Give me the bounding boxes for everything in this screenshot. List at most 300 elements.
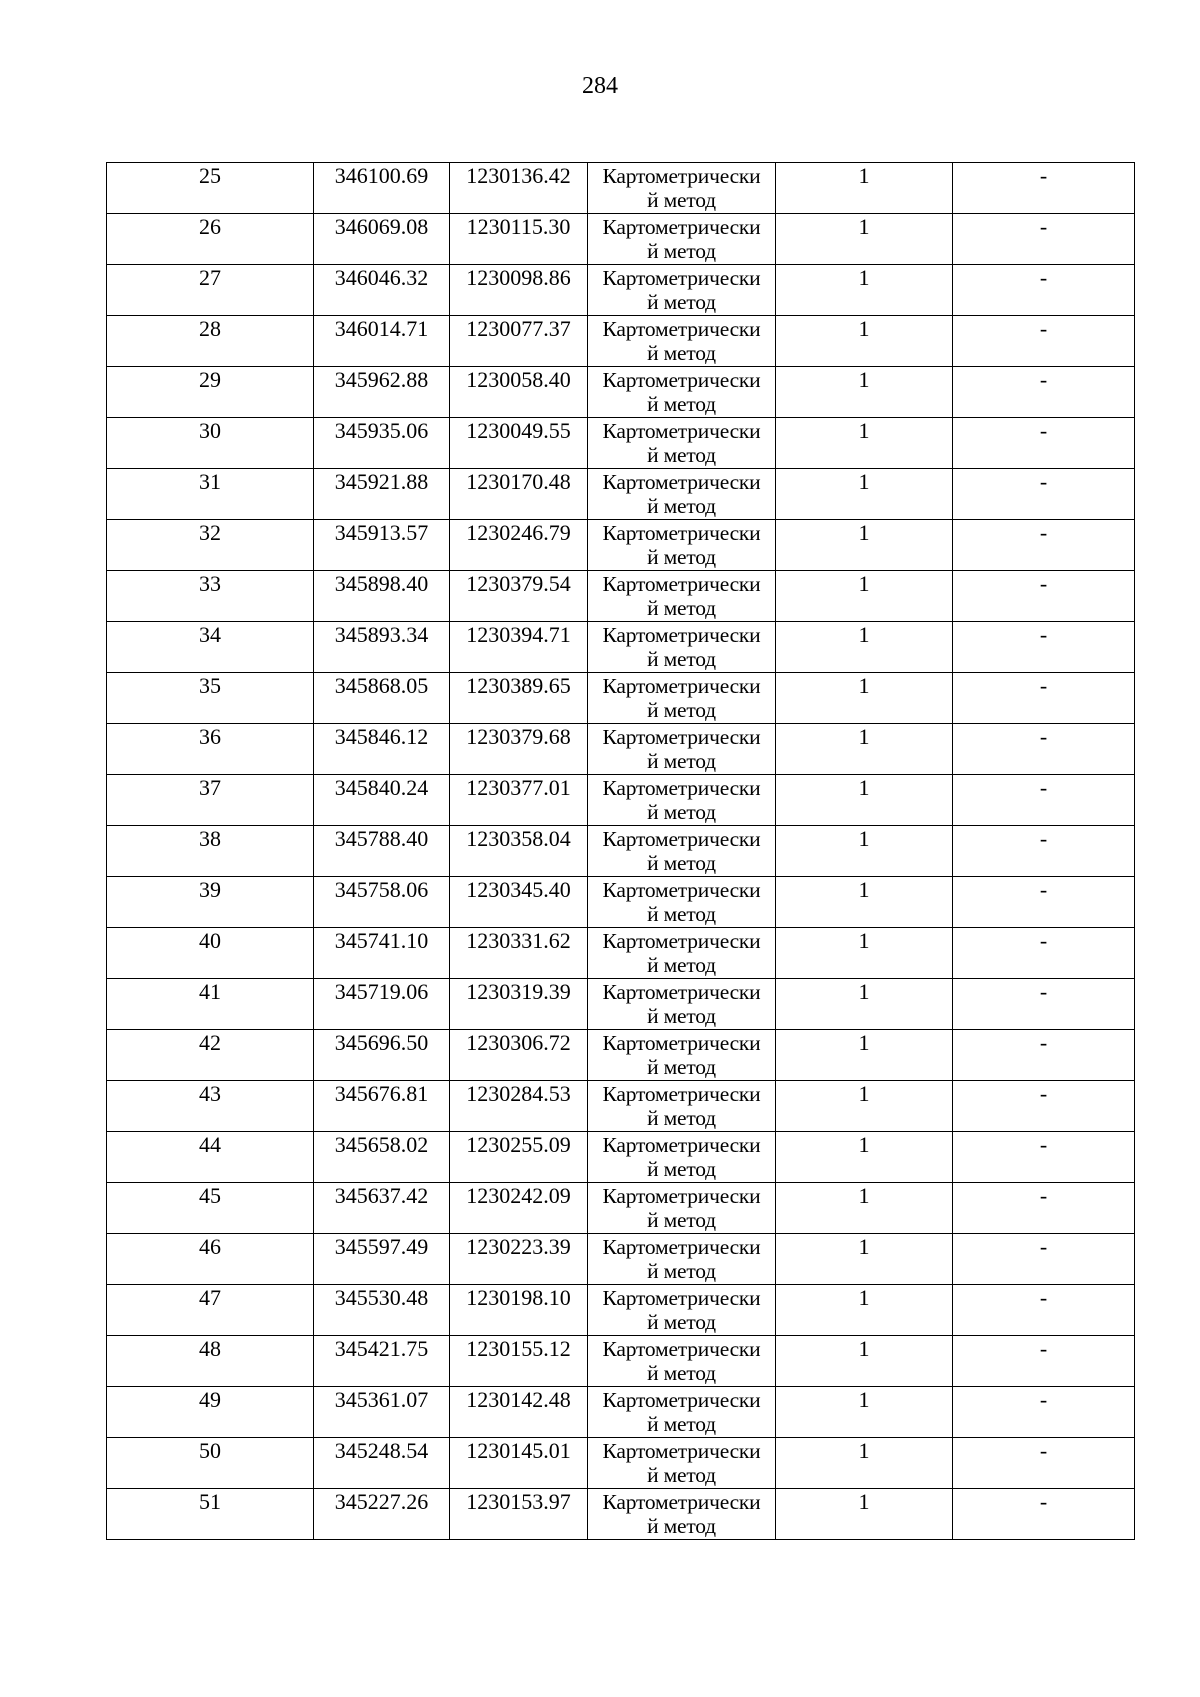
description-cell bbox=[953, 979, 1135, 1030]
table-row bbox=[107, 367, 1135, 418]
description-cell bbox=[953, 316, 1135, 367]
table-row bbox=[107, 1489, 1135, 1540]
y-coordinate-cell-text: 1230145.01 bbox=[466, 1438, 571, 1463]
method-cell bbox=[588, 1081, 776, 1132]
description-cell-text: - bbox=[1039, 673, 1048, 698]
description-cell bbox=[953, 418, 1135, 469]
method-cell bbox=[588, 1183, 776, 1234]
x-coordinate-cell-text: 345227.26 bbox=[334, 1489, 429, 1514]
method-cell-text: Картометрически й метод bbox=[602, 368, 761, 416]
accuracy-cell-text: 1 bbox=[858, 1030, 870, 1055]
point-number-cell-text: 49 bbox=[199, 1387, 221, 1412]
point-number-cell bbox=[107, 418, 314, 469]
x-coordinate-cell-text: 345719.06 bbox=[334, 979, 429, 1004]
table-row bbox=[107, 163, 1135, 214]
accuracy-cell bbox=[776, 979, 953, 1030]
accuracy-cell-text: 1 bbox=[858, 622, 870, 647]
description-cell bbox=[953, 520, 1135, 571]
y-coordinate-cell bbox=[450, 1030, 588, 1081]
method-cell bbox=[588, 826, 776, 877]
y-coordinate-cell-text: 1230142.48 bbox=[466, 1387, 571, 1412]
x-coordinate-cell-text: 345361.07 bbox=[334, 1387, 429, 1412]
table-row bbox=[107, 724, 1135, 775]
x-coordinate-cell bbox=[314, 775, 450, 826]
method-cell bbox=[588, 1132, 776, 1183]
method-cell bbox=[588, 265, 776, 316]
description-cell-text: - bbox=[1039, 1183, 1048, 1208]
x-coordinate-cell bbox=[314, 1081, 450, 1132]
description-cell bbox=[953, 571, 1135, 622]
point-number-cell bbox=[107, 214, 314, 265]
method-cell-text: Картометрически й метод bbox=[602, 776, 761, 824]
point-number-cell bbox=[107, 316, 314, 367]
accuracy-cell-text: 1 bbox=[858, 1489, 870, 1514]
method-cell-text: Картометрически й метод bbox=[602, 1286, 761, 1334]
accuracy-cell bbox=[776, 214, 953, 265]
point-number-cell-text: 42 bbox=[199, 1030, 221, 1055]
point-number-cell bbox=[107, 724, 314, 775]
method-cell bbox=[588, 673, 776, 724]
method-cell bbox=[588, 1438, 776, 1489]
method-cell-text: Картометрически й метод bbox=[602, 419, 761, 467]
method-cell-text: Картометрически й метод bbox=[602, 1337, 761, 1385]
y-coordinate-cell bbox=[450, 214, 588, 265]
accuracy-cell-text: 1 bbox=[858, 724, 870, 749]
x-coordinate-cell bbox=[314, 979, 450, 1030]
table-row bbox=[107, 571, 1135, 622]
x-coordinate-cell-text: 345962.88 bbox=[334, 367, 429, 392]
point-number-cell-text: 31 bbox=[199, 469, 221, 494]
x-coordinate-cell-text: 345840.24 bbox=[334, 775, 429, 800]
table-row bbox=[107, 622, 1135, 673]
x-coordinate-cell bbox=[314, 724, 450, 775]
accuracy-cell-text: 1 bbox=[858, 265, 870, 290]
accuracy-cell-text: 1 bbox=[858, 979, 870, 1004]
y-coordinate-cell bbox=[450, 469, 588, 520]
x-coordinate-cell bbox=[314, 418, 450, 469]
x-coordinate-cell bbox=[314, 673, 450, 724]
point-number-cell bbox=[107, 1387, 314, 1438]
y-coordinate-cell-text: 1230223.39 bbox=[466, 1234, 571, 1259]
table-row bbox=[107, 469, 1135, 520]
accuracy-cell-text: 1 bbox=[858, 1132, 870, 1157]
y-coordinate-cell-text: 1230319.39 bbox=[466, 979, 571, 1004]
point-number-cell-text: 30 bbox=[199, 418, 221, 443]
accuracy-cell bbox=[776, 1336, 953, 1387]
description-cell-text: - bbox=[1039, 622, 1048, 647]
accuracy-cell bbox=[776, 928, 953, 979]
table-row bbox=[107, 418, 1135, 469]
accuracy-cell bbox=[776, 571, 953, 622]
method-cell-text: Картометрически й метод bbox=[602, 878, 761, 926]
description-cell-text: - bbox=[1039, 1387, 1048, 1412]
accuracy-cell bbox=[776, 877, 953, 928]
accuracy-cell-text: 1 bbox=[858, 928, 870, 953]
x-coordinate-cell bbox=[314, 469, 450, 520]
method-cell-text: Картометрически й метод bbox=[602, 164, 761, 212]
method-cell bbox=[588, 1234, 776, 1285]
point-number-cell bbox=[107, 1234, 314, 1285]
x-coordinate-cell-text: 345676.81 bbox=[334, 1081, 429, 1106]
point-number-cell-text: 36 bbox=[199, 724, 221, 749]
x-coordinate-cell bbox=[314, 163, 450, 214]
description-cell bbox=[953, 1030, 1135, 1081]
point-number-cell-text: 40 bbox=[199, 928, 221, 953]
method-cell bbox=[588, 163, 776, 214]
y-coordinate-cell-text: 1230379.68 bbox=[466, 724, 571, 749]
description-cell-text: - bbox=[1039, 1336, 1048, 1361]
x-coordinate-cell-text: 345530.48 bbox=[334, 1285, 429, 1310]
point-number-cell-text: 26 bbox=[199, 214, 221, 239]
point-number-cell bbox=[107, 928, 314, 979]
table-row bbox=[107, 1285, 1135, 1336]
y-coordinate-cell bbox=[450, 622, 588, 673]
description-cell bbox=[953, 1234, 1135, 1285]
description-cell bbox=[953, 1183, 1135, 1234]
point-number-cell-text: 38 bbox=[199, 826, 221, 851]
description-cell-text: - bbox=[1039, 214, 1048, 239]
method-cell-text: Картометрически й метод bbox=[602, 725, 761, 773]
method-cell-text: Картометрически й метод bbox=[602, 317, 761, 365]
x-coordinate-cell bbox=[314, 520, 450, 571]
y-coordinate-cell-text: 1230345.40 bbox=[466, 877, 571, 902]
description-cell-text: - bbox=[1039, 520, 1048, 545]
accuracy-cell bbox=[776, 775, 953, 826]
x-coordinate-cell-text: 346046.32 bbox=[334, 265, 429, 290]
y-coordinate-cell-text: 1230377.01 bbox=[466, 775, 571, 800]
description-cell bbox=[953, 673, 1135, 724]
x-coordinate-cell bbox=[314, 1336, 450, 1387]
description-cell-text: - bbox=[1039, 775, 1048, 800]
method-cell bbox=[588, 928, 776, 979]
description-cell-text: - bbox=[1039, 928, 1048, 953]
accuracy-cell bbox=[776, 265, 953, 316]
method-cell bbox=[588, 979, 776, 1030]
point-number-cell bbox=[107, 1183, 314, 1234]
point-number-cell-text: 46 bbox=[199, 1234, 221, 1259]
point-number-cell-text: 34 bbox=[199, 622, 221, 647]
y-coordinate-cell bbox=[450, 979, 588, 1030]
description-cell-text: - bbox=[1039, 826, 1048, 851]
x-coordinate-cell-text: 345248.54 bbox=[334, 1438, 429, 1463]
accuracy-cell-text: 1 bbox=[858, 826, 870, 851]
description-cell-text: - bbox=[1039, 1081, 1048, 1106]
method-cell bbox=[588, 1030, 776, 1081]
accuracy-cell bbox=[776, 1030, 953, 1081]
accuracy-cell bbox=[776, 418, 953, 469]
y-coordinate-cell bbox=[450, 877, 588, 928]
accuracy-cell bbox=[776, 469, 953, 520]
accuracy-cell bbox=[776, 1489, 953, 1540]
accuracy-cell-text: 1 bbox=[858, 1285, 870, 1310]
y-coordinate-cell bbox=[450, 1081, 588, 1132]
method-cell bbox=[588, 1336, 776, 1387]
accuracy-cell bbox=[776, 1387, 953, 1438]
point-number-cell-text: 43 bbox=[199, 1081, 221, 1106]
accuracy-cell-text: 1 bbox=[858, 775, 870, 800]
y-coordinate-cell bbox=[450, 367, 588, 418]
x-coordinate-cell bbox=[314, 1438, 450, 1489]
x-coordinate-cell-text: 345741.10 bbox=[334, 928, 429, 953]
method-cell-text: Картометрически й метод bbox=[602, 1490, 761, 1538]
point-number-cell bbox=[107, 622, 314, 673]
y-coordinate-cell bbox=[450, 316, 588, 367]
point-number-cell-text: 39 bbox=[199, 877, 221, 902]
accuracy-cell bbox=[776, 1132, 953, 1183]
point-number-cell-text: 47 bbox=[199, 1285, 221, 1310]
y-coordinate-cell-text: 1230255.09 bbox=[466, 1132, 571, 1157]
y-coordinate-cell bbox=[450, 520, 588, 571]
y-coordinate-cell-text: 1230331.62 bbox=[466, 928, 571, 953]
table-row bbox=[107, 1387, 1135, 1438]
x-coordinate-cell bbox=[314, 1489, 450, 1540]
point-number-cell bbox=[107, 1438, 314, 1489]
table-row bbox=[107, 1336, 1135, 1387]
y-coordinate-cell bbox=[450, 418, 588, 469]
y-coordinate-cell-text: 1230306.72 bbox=[466, 1030, 571, 1055]
accuracy-cell bbox=[776, 826, 953, 877]
accuracy-cell bbox=[776, 367, 953, 418]
description-cell-text: - bbox=[1039, 877, 1048, 902]
description-cell bbox=[953, 1081, 1135, 1132]
description-cell-text: - bbox=[1039, 367, 1048, 392]
accuracy-cell-text: 1 bbox=[858, 1183, 870, 1208]
description-cell-text: - bbox=[1039, 1438, 1048, 1463]
point-number-cell-text: 41 bbox=[199, 979, 221, 1004]
y-coordinate-cell-text: 1230058.40 bbox=[466, 367, 571, 392]
x-coordinate-cell-text: 345421.75 bbox=[334, 1336, 429, 1361]
accuracy-cell bbox=[776, 163, 953, 214]
description-cell bbox=[953, 1387, 1135, 1438]
y-coordinate-cell bbox=[450, 1438, 588, 1489]
method-cell-text: Картометрически й метод bbox=[602, 929, 761, 977]
y-coordinate-cell-text: 1230098.86 bbox=[466, 265, 571, 290]
accuracy-cell-text: 1 bbox=[858, 367, 870, 392]
table-row bbox=[107, 928, 1135, 979]
method-cell bbox=[588, 571, 776, 622]
point-number-cell-text: 27 bbox=[199, 265, 221, 290]
point-number-cell-text: 45 bbox=[199, 1183, 221, 1208]
y-coordinate-cell-text: 1230155.12 bbox=[466, 1336, 571, 1361]
point-number-cell-text: 29 bbox=[199, 367, 221, 392]
table-row bbox=[107, 826, 1135, 877]
coordinates-table bbox=[106, 162, 1135, 1540]
accuracy-cell-text: 1 bbox=[858, 214, 870, 239]
point-number-cell bbox=[107, 163, 314, 214]
point-number-cell bbox=[107, 1030, 314, 1081]
x-coordinate-cell-text: 345913.57 bbox=[334, 520, 429, 545]
y-coordinate-cell bbox=[450, 571, 588, 622]
description-cell bbox=[953, 1285, 1135, 1336]
point-number-cell bbox=[107, 1336, 314, 1387]
x-coordinate-cell-text: 345788.40 bbox=[334, 826, 429, 851]
accuracy-cell-text: 1 bbox=[858, 1234, 870, 1259]
table-row bbox=[107, 1438, 1135, 1489]
description-cell bbox=[953, 1336, 1135, 1387]
y-coordinate-cell bbox=[450, 928, 588, 979]
method-cell-text: Картометрически й метод bbox=[602, 1082, 761, 1130]
method-cell bbox=[588, 316, 776, 367]
method-cell-text: Картометрически й метод bbox=[602, 1439, 761, 1487]
point-number-cell bbox=[107, 877, 314, 928]
method-cell bbox=[588, 520, 776, 571]
method-cell-text: Картометрически й метод bbox=[602, 1388, 761, 1436]
x-coordinate-cell bbox=[314, 265, 450, 316]
accuracy-cell-text: 1 bbox=[858, 316, 870, 341]
point-number-cell bbox=[107, 265, 314, 316]
description-cell bbox=[953, 1438, 1135, 1489]
accuracy-cell-text: 1 bbox=[858, 673, 870, 698]
table-row bbox=[107, 316, 1135, 367]
y-coordinate-cell bbox=[450, 1234, 588, 1285]
description-cell-text: - bbox=[1039, 1234, 1048, 1259]
accuracy-cell-text: 1 bbox=[858, 1081, 870, 1106]
method-cell-text: Картометрически й метод bbox=[602, 980, 761, 1028]
x-coordinate-cell bbox=[314, 367, 450, 418]
method-cell-text: Картометрически й метод bbox=[602, 827, 761, 875]
accuracy-cell-text: 1 bbox=[858, 1336, 870, 1361]
x-coordinate-cell-text: 346014.71 bbox=[334, 316, 429, 341]
table-row bbox=[107, 1183, 1135, 1234]
table-row bbox=[107, 673, 1135, 724]
x-coordinate-cell bbox=[314, 1387, 450, 1438]
description-cell bbox=[953, 1489, 1135, 1540]
accuracy-cell bbox=[776, 1081, 953, 1132]
x-coordinate-cell-text: 345597.49 bbox=[334, 1234, 429, 1259]
description-cell bbox=[953, 928, 1135, 979]
table-row bbox=[107, 265, 1135, 316]
point-number-cell-text: 28 bbox=[199, 316, 221, 341]
point-number-cell-text: 50 bbox=[199, 1438, 221, 1463]
description-cell bbox=[953, 214, 1135, 265]
y-coordinate-cell-text: 1230136.42 bbox=[466, 163, 571, 188]
description-cell bbox=[953, 265, 1135, 316]
x-coordinate-cell-text: 345637.42 bbox=[334, 1183, 429, 1208]
point-number-cell bbox=[107, 469, 314, 520]
y-coordinate-cell bbox=[450, 1489, 588, 1540]
table-row bbox=[107, 1030, 1135, 1081]
accuracy-cell bbox=[776, 1438, 953, 1489]
x-coordinate-cell bbox=[314, 214, 450, 265]
y-coordinate-cell-text: 1230284.53 bbox=[466, 1081, 571, 1106]
description-cell bbox=[953, 724, 1135, 775]
description-cell-text: - bbox=[1039, 469, 1048, 494]
method-cell bbox=[588, 1387, 776, 1438]
table-row bbox=[107, 1132, 1135, 1183]
accuracy-cell-text: 1 bbox=[858, 418, 870, 443]
description-cell bbox=[953, 622, 1135, 673]
x-coordinate-cell-text: 345696.50 bbox=[334, 1030, 429, 1055]
method-cell bbox=[588, 1285, 776, 1336]
accuracy-cell bbox=[776, 724, 953, 775]
description-cell bbox=[953, 367, 1135, 418]
description-cell-text: - bbox=[1039, 724, 1048, 749]
description-cell-text: - bbox=[1039, 265, 1048, 290]
y-coordinate-cell-text: 1230198.10 bbox=[466, 1285, 571, 1310]
method-cell-text: Картометрически й метод bbox=[602, 572, 761, 620]
accuracy-cell-text: 1 bbox=[858, 520, 870, 545]
x-coordinate-cell-text: 345935.06 bbox=[334, 418, 429, 443]
description-cell bbox=[953, 775, 1135, 826]
y-coordinate-cell bbox=[450, 1285, 588, 1336]
page-number: 284 bbox=[582, 73, 618, 99]
description-cell-text: - bbox=[1039, 1030, 1048, 1055]
method-cell bbox=[588, 877, 776, 928]
description-cell bbox=[953, 1132, 1135, 1183]
method-cell bbox=[588, 214, 776, 265]
accuracy-cell bbox=[776, 1285, 953, 1336]
accuracy-cell-text: 1 bbox=[858, 163, 870, 188]
y-coordinate-cell-text: 1230049.55 bbox=[466, 418, 571, 443]
y-coordinate-cell bbox=[450, 775, 588, 826]
x-coordinate-cell-text: 345921.88 bbox=[334, 469, 429, 494]
description-cell-text: - bbox=[1039, 418, 1048, 443]
description-cell-text: - bbox=[1039, 571, 1048, 596]
description-cell-text: - bbox=[1039, 316, 1048, 341]
y-coordinate-cell bbox=[450, 163, 588, 214]
y-coordinate-cell bbox=[450, 265, 588, 316]
x-coordinate-cell bbox=[314, 928, 450, 979]
x-coordinate-cell bbox=[314, 571, 450, 622]
y-coordinate-cell-text: 1230358.04 bbox=[466, 826, 571, 851]
method-cell bbox=[588, 469, 776, 520]
accuracy-cell-text: 1 bbox=[858, 1438, 870, 1463]
y-coordinate-cell bbox=[450, 1183, 588, 1234]
point-number-cell bbox=[107, 979, 314, 1030]
point-number-cell bbox=[107, 367, 314, 418]
accuracy-cell-text: 1 bbox=[858, 1387, 870, 1412]
accuracy-cell-text: 1 bbox=[858, 877, 870, 902]
x-coordinate-cell bbox=[314, 1030, 450, 1081]
y-coordinate-cell bbox=[450, 724, 588, 775]
point-number-cell-text: 48 bbox=[199, 1336, 221, 1361]
method-cell bbox=[588, 367, 776, 418]
method-cell-text: Картометрически й метод bbox=[602, 1184, 761, 1232]
y-coordinate-cell bbox=[450, 1387, 588, 1438]
table-row bbox=[107, 520, 1135, 571]
y-coordinate-cell bbox=[450, 1132, 588, 1183]
point-number-cell bbox=[107, 826, 314, 877]
x-coordinate-cell bbox=[314, 1132, 450, 1183]
method-cell-text: Картометрически й метод bbox=[602, 674, 761, 722]
x-coordinate-cell bbox=[314, 622, 450, 673]
coordinates-table-body bbox=[107, 163, 1135, 1540]
point-number-cell-text: 44 bbox=[199, 1132, 221, 1157]
method-cell bbox=[588, 724, 776, 775]
y-coordinate-cell-text: 1230389.65 bbox=[466, 673, 571, 698]
x-coordinate-cell-text: 345846.12 bbox=[334, 724, 429, 749]
point-number-cell bbox=[107, 571, 314, 622]
method-cell bbox=[588, 1489, 776, 1540]
table-row bbox=[107, 214, 1135, 265]
table-row bbox=[107, 1234, 1135, 1285]
x-coordinate-cell bbox=[314, 1285, 450, 1336]
table-row bbox=[107, 775, 1135, 826]
y-coordinate-cell-text: 1230153.97 bbox=[466, 1489, 571, 1514]
y-coordinate-cell-text: 1230394.71 bbox=[466, 622, 571, 647]
x-coordinate-cell bbox=[314, 316, 450, 367]
y-coordinate-cell-text: 1230077.37 bbox=[466, 316, 571, 341]
accuracy-cell bbox=[776, 1183, 953, 1234]
method-cell-text: Картометрически й метод bbox=[602, 1235, 761, 1283]
method-cell-text: Картометрически й метод bbox=[602, 266, 761, 314]
description-cell bbox=[953, 877, 1135, 928]
y-coordinate-cell-text: 1230246.79 bbox=[466, 520, 571, 545]
x-coordinate-cell-text: 345898.40 bbox=[334, 571, 429, 596]
x-coordinate-cell-text: 345758.06 bbox=[334, 877, 429, 902]
description-cell bbox=[953, 826, 1135, 877]
point-number-cell bbox=[107, 1285, 314, 1336]
